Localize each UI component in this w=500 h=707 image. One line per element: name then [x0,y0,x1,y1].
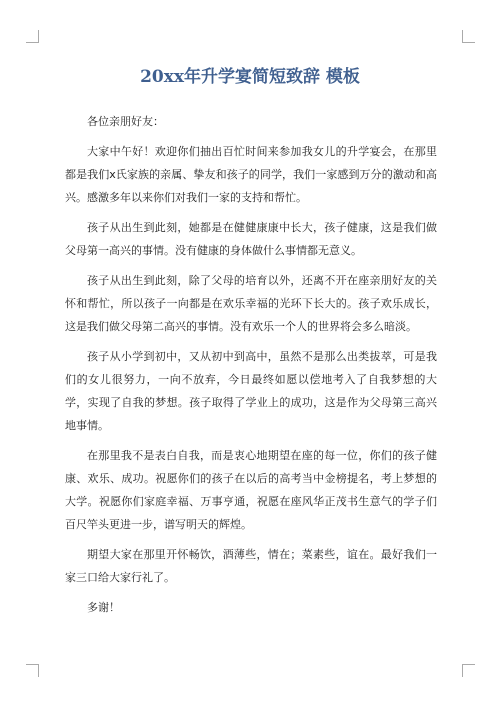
document-body [65,110,437,619]
greeting: 各位亲朋好友： [87,115,164,128]
crop-mark-top-right [462,30,475,43]
paragraph: 期望大家在那里开怀畅饮，酒薄些，情在；菜素些，谊在。最好我们一家三口给大家行礼了。 [65,548,437,584]
crop-mark-bottom-left [26,664,39,677]
crop-mark-top-left [26,30,39,43]
paragraph: 孩子从出生到此刻，她都是在健健康康中长大，孩子健康，这是我们做父母第一高兴的事情。没有健康的身体做什么事情都无意义。 [65,221,437,257]
paragraph: 大家中午好！欢迎你们抽出百忙时间来参加我女儿的升学宴会，在那里都是我们x氏家族的亲属、挚友和孩子的同学，我们一家感到万分的激动和高兴。感激多年以来你们对我们一家的支持和帮忙。 [65,145,437,204]
paragraph: 在那里我不是表白自我，而是衷心地期望在座的每一位，你们的孩子健康、欢乐、成功。祝愿你们的孩子在以后的高考当中金榜提名，考上梦想的大学。祝愿你们家庭幸福、万事亨通，祝愿在座风华正茂书生意气的学子们百尺竿头更进一步，谱写明天的辉煌。 [65,449,437,531]
closing: 多谢！ [87,601,120,614]
paragraph: 孩子从出生到此刻，除了父母的培育以外，还离不开在座亲朋好友的关怀和帮忙，所以孩子一向都是在欢乐幸福的光环下长大的。孩子欢乐成长，这是我们做父母第二高兴的事情。没有欢乐一个人的世界将会多么暗淡。 [65,274,437,333]
document-title: 20xx年升学宴简短致辞 模板 [140,67,360,87]
paragraph: 孩子从小学到初中，又从初中到高中，虽然不是那么出类拔萃，可是我们的女儿很努力，一向不放弃，今日最终如愿以偿地考入了自我梦想的大学，实现了自我的梦想。孩子取得了学业上的成功，这是作为父母第三高兴地事情。 [65,350,437,432]
crop-mark-bottom-right [462,664,475,677]
